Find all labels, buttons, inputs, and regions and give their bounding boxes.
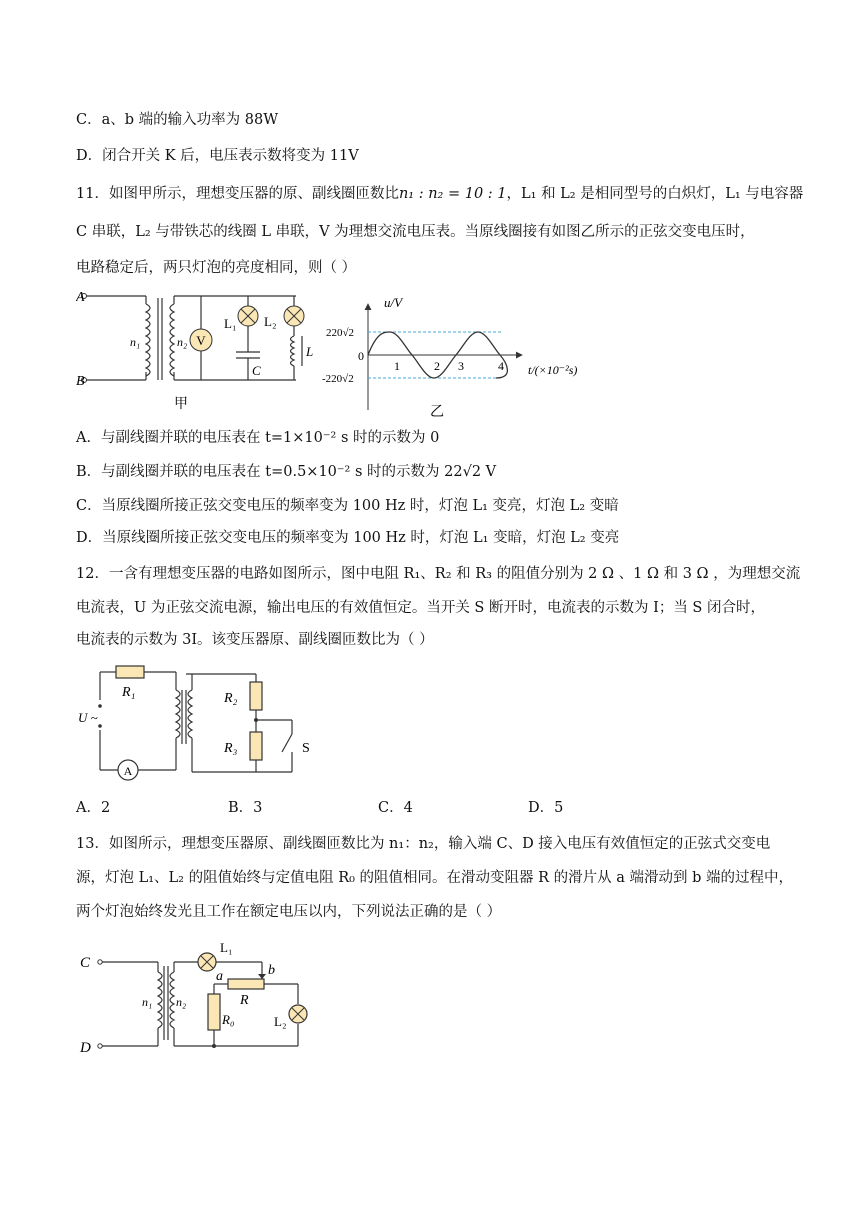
- switch-s-label: S: [302, 741, 310, 756]
- q11-option-c: C．当原线圈所接正弦交变电压的频率变为 100 Hz 时，灯泡 L₁ 变亮，灯泡 L₂ 变暗: [76, 498, 619, 514]
- q11-stem-line1: [76, 184, 803, 204]
- slider-end-a-label: a: [216, 969, 223, 984]
- y-axis-label: u/V: [384, 295, 403, 310]
- q11-option-b: B．与副线圈并联的电压表在 t=0.5×10⁻² s 时的示数为 22√2 V: [76, 464, 497, 480]
- q11-stem-text-b: ，L₁ 和 L₂ 是相同型号的白炽灯，L₁ 与电容器: [506, 186, 804, 202]
- capacitor-label: C: [252, 363, 261, 378]
- q11-option-a: A．与副线圈并联的电压表在 t=1×10⁻² s 时的示数为 0: [76, 430, 440, 446]
- u-source-label: U ~: [78, 710, 98, 725]
- r3-label: R₃: [224, 741, 238, 756]
- l1-label: L₁: [220, 940, 233, 955]
- r2-label: R₂: [224, 691, 238, 706]
- q12-option-b: B．3: [228, 800, 263, 816]
- q11-figure-jia: [76, 284, 316, 414]
- q11-stem-line2: C 串联，L₂ 与带铁芯的线圈 L 串联，V 为理想交流电压表。当原线圈接有如图乙所示的正弦交变电压时，: [76, 224, 755, 240]
- lamp-l1-icon: [198, 953, 216, 971]
- q12-option-d: D．5: [528, 800, 564, 816]
- svg-text:V: V: [196, 333, 206, 348]
- tick-3: 3: [458, 359, 464, 373]
- q13-stem-line3: 两个灯泡始终发光且工作在额定电压以内，下列说法正确的是（ ）: [76, 904, 502, 920]
- terminal-a-label: A: [76, 290, 85, 305]
- inductor-label: L: [306, 344, 314, 359]
- tick-4: 4: [498, 359, 504, 373]
- n2-label: n₂: [176, 995, 187, 1009]
- q10-option-c: C．a、b 端的输入功率为 88W: [76, 112, 279, 128]
- lamp-l2-icon: [284, 306, 304, 326]
- q13-stem-line1: 13．如图所示，理想变压器原、副线圈匝数比为 n₁：n₂，输入端 C、D 接入电压有效值恒定的正弦式交变电: [76, 836, 771, 852]
- n1-label: n₁: [130, 335, 141, 349]
- q11-stem-line3: 电路稳定后，两只灯泡的亮度相同，则（ ）: [76, 260, 357, 276]
- x-axis-label: t/(×10⁻²s): [528, 363, 578, 377]
- terminal-d-label: D: [80, 1040, 91, 1056]
- q13-stem-line2: 源，灯泡 L₁、L₂ 的阻值始终与定值电阻 R₀ 的阻值相同。在滑动变阻器 R 的滑片从 a 端滑动到 b 端的过程中，: [76, 870, 794, 886]
- terminal-b-label: B: [76, 374, 85, 389]
- svg-text:A: A: [123, 764, 133, 778]
- q10-option-d: D．闭合开关 K 后，电压表示数将变为 11V: [76, 148, 359, 164]
- figure-caption-jia: 甲: [174, 397, 188, 412]
- q12-option-c: C．4: [378, 800, 413, 816]
- terminal-c-label: C: [80, 955, 91, 971]
- l1-label: L₁: [224, 316, 237, 331]
- l2-label: L₂: [264, 314, 277, 329]
- q12-option-a: A．2: [76, 800, 111, 816]
- n2-label: n₂: [177, 335, 188, 349]
- y-max-label: 220√2: [326, 327, 355, 339]
- origin-label: 0: [358, 349, 364, 363]
- n1-label: n₁: [142, 995, 153, 1009]
- q12-stem-line3: 电流表的示数为 3I。该变压器原、副线圈匝数比为（ ）: [76, 632, 434, 648]
- l2-label: L₂: [274, 1014, 287, 1029]
- r1-label: R₁: [122, 685, 136, 700]
- tick-2: 2: [434, 359, 440, 373]
- ammeter-icon: [118, 760, 138, 780]
- q11-turns-ratio: n₁ : n₂ = 10 : 1: [398, 186, 507, 202]
- r0-label: R₀: [222, 1012, 235, 1027]
- q12-figure: [76, 660, 336, 784]
- voltmeter-icon: [190, 329, 212, 351]
- rheostat-r-label: R: [240, 993, 249, 1008]
- lamp-l2-icon: [289, 1005, 307, 1023]
- q11-option-d: D．当原线圈所接正弦交变电压的频率变为 100 Hz 时，灯泡 L₁ 变暗，灯泡 L₂ 变亮: [76, 530, 620, 546]
- q13-figure: [76, 936, 336, 1060]
- tick-1: 1: [394, 359, 400, 373]
- q11-stem-text-a: 11．如图甲所示，理想变压器的原、副线圈匝数比: [76, 186, 399, 202]
- q11-figure-yi: [322, 292, 592, 420]
- figure-caption-yi: 乙: [430, 405, 444, 420]
- y-min-label: -220√2: [322, 373, 354, 385]
- q12-stem-line2: 电流表，U 为正弦交流电源，输出电压的有效值恒定。当开关 S 断开时，电流表的示数为 I；当 S 闭合时，: [76, 600, 765, 616]
- q12-stem-line1: 12．一含有理想变压器的电路如图所示，图中电阻 R₁、R₂ 和 R₃ 的阻值分别为 2 Ω 、1 Ω 和 3 Ω ，为理想交流: [76, 566, 801, 582]
- lamp-l1-icon: [238, 306, 258, 326]
- slider-end-b-label: b: [268, 963, 275, 978]
